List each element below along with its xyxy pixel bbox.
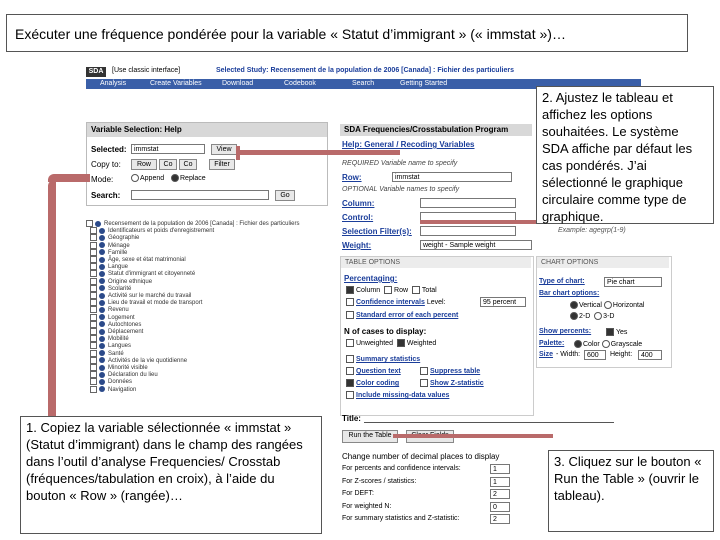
show-percents-option: Yes bbox=[606, 328, 627, 336]
connector-line-2 bbox=[420, 220, 540, 224]
decimal-header: Change number of decimal places to display bbox=[342, 452, 500, 461]
decimal-row-label: For weighted N: bbox=[342, 502, 392, 510]
expand-icon[interactable] bbox=[90, 242, 97, 249]
decimal-row-label: For DEFT: bbox=[342, 490, 374, 497]
tree-item-label: Recensement de la population de 2006 [Canada] : Fichier des particuliers bbox=[104, 221, 300, 228]
variable-tree bbox=[86, 220, 320, 395]
suppress-table-row: Suppress table bbox=[420, 367, 480, 375]
expand-icon[interactable] bbox=[90, 371, 97, 378]
copy-row-button[interactable]: Row bbox=[131, 159, 157, 170]
expand-icon[interactable] bbox=[90, 256, 97, 263]
copy-control-button[interactable]: Co bbox=[179, 159, 197, 170]
show-z-row: Show Z-statistic bbox=[420, 379, 484, 387]
folder-icon bbox=[99, 293, 105, 299]
callout-step-1: 1. Copiez la variable sélectionnée « immstat » (Statut d’immigrant) dans le champ des rangées dans l’outil d’analyse Frequencies/ Crosstab (fréquences/tabulation en croix), à l’aide du bouton « Row » (rangée)… bbox=[20, 416, 322, 534]
palette-label: Palette: bbox=[539, 340, 565, 347]
tree-item-label: Activité sur le marché du travail bbox=[108, 293, 192, 300]
tree-item-label: Santé bbox=[108, 350, 124, 357]
folder-icon bbox=[99, 242, 105, 248]
tree-item-label: Logement bbox=[108, 314, 135, 321]
row-input[interactable]: immstat bbox=[392, 172, 512, 182]
tree-item-label: Ménage bbox=[108, 242, 130, 249]
tree-item-label: Déplacement bbox=[108, 329, 144, 336]
sda-logo: SDA bbox=[86, 67, 106, 77]
connector-line-1-vertical bbox=[48, 180, 56, 416]
tree-folder[interactable] bbox=[90, 386, 136, 395]
expand-icon[interactable] bbox=[90, 357, 97, 364]
folder-icon bbox=[99, 350, 105, 356]
tree-item-label: Identificateurs et poids d'enregistrement bbox=[108, 228, 215, 235]
summary-stats-checkbox[interactable] bbox=[346, 355, 354, 363]
folder-icon bbox=[99, 314, 105, 320]
mode-replace-radio[interactable] bbox=[171, 174, 179, 182]
expand-icon[interactable] bbox=[90, 278, 97, 285]
height-label: Height: bbox=[610, 351, 633, 358]
study-title: Selected Study: Recensement de la population de 2006 [Canada] : Fichier des particuliers bbox=[216, 67, 514, 74]
expand-icon[interactable] bbox=[90, 386, 97, 393]
missing-data-checkbox[interactable] bbox=[346, 391, 354, 399]
folder-icon bbox=[99, 336, 105, 342]
title-input[interactable] bbox=[364, 422, 614, 423]
tree-item-label: Revenu bbox=[108, 307, 129, 314]
percentaging-label: Percentaging: bbox=[344, 274, 398, 283]
selected-variable-input[interactable]: immstat bbox=[131, 144, 205, 154]
expand-icon[interactable] bbox=[90, 314, 97, 321]
folder-icon bbox=[99, 228, 105, 234]
slide-title: Exécuter une fréquence pondérée pour la variable « Statut d’immigrant » (« immstat »)… bbox=[6, 14, 688, 52]
control-label: Control: bbox=[342, 213, 374, 222]
horizontal-radio[interactable] bbox=[604, 301, 612, 309]
variable-selection-panel bbox=[86, 122, 328, 206]
decimal-row-select[interactable]: 0 bbox=[490, 502, 510, 512]
folder-icon bbox=[99, 249, 105, 255]
mode-append-radio[interactable] bbox=[131, 174, 139, 182]
callout-step-2: 2. Ajustez le tableau et affichez les options souhaitées. Le système SDA affiche par défaut les cas pondérés. J’ai sélectionné le graphique circulaire comme type de graphique. bbox=[536, 86, 714, 224]
mode-label: Mode: bbox=[91, 175, 114, 184]
tree-item-label: Statut d'immigrant et citoyenneté bbox=[108, 271, 196, 278]
callout-step-3: 3. Cliquez sur le bouton « Run the Table » (ouvrir le tableau). bbox=[548, 450, 714, 532]
tree-item-label: Famille bbox=[108, 249, 128, 256]
summary-stats-row: Summary statistics bbox=[346, 355, 420, 363]
tree-item-label: Géographie bbox=[108, 235, 140, 242]
unweighted-checkbox[interactable] bbox=[346, 339, 354, 347]
decimal-row-label: For Z-scores / statistics: bbox=[342, 477, 417, 485]
folder-icon bbox=[99, 365, 105, 371]
tree-item-label: Langue bbox=[108, 264, 129, 271]
column-label: Column: bbox=[342, 199, 375, 208]
nav-analysis[interactable]: Analysis bbox=[100, 80, 127, 87]
filter-input[interactable] bbox=[420, 226, 516, 236]
expand-icon[interactable] bbox=[90, 227, 97, 234]
view-button[interactable]: View bbox=[211, 144, 237, 155]
mode-append-option[interactable]: Append bbox=[131, 174, 164, 182]
expand-icon[interactable] bbox=[90, 299, 97, 306]
folder-icon bbox=[99, 357, 105, 363]
width-select[interactable]: 600 bbox=[584, 350, 606, 360]
chart-type-select[interactable]: Pie chart bbox=[604, 277, 662, 287]
expand-icon[interactable] bbox=[90, 285, 97, 292]
ci-row: Confidence intervals Level: bbox=[346, 298, 446, 306]
chart-type-label: Type of chart: bbox=[539, 278, 585, 285]
show-percents-label: Show percents: bbox=[539, 328, 592, 335]
expand-icon[interactable] bbox=[90, 342, 97, 349]
folder-icon bbox=[99, 264, 105, 270]
expand-icon[interactable] bbox=[90, 306, 97, 313]
tree-item-label: Origine ethnique bbox=[108, 278, 153, 285]
ncases-options: Unweighted Weighted bbox=[346, 339, 436, 347]
column-input[interactable] bbox=[420, 198, 516, 208]
filter-example: Example: agegrp(1-9) bbox=[558, 227, 626, 234]
folder-icon bbox=[99, 379, 105, 385]
expand-icon[interactable] bbox=[90, 364, 97, 371]
pct-row-checkbox[interactable] bbox=[384, 286, 392, 294]
tree-item-label: Activités de la vie quotidienne bbox=[108, 357, 188, 364]
ncases-label: N of cases to display: bbox=[344, 327, 427, 336]
expand-icon[interactable] bbox=[90, 328, 97, 335]
mode-replace-option[interactable]: Replace bbox=[171, 174, 206, 182]
form-help-link[interactable]: Help: General / Recoding Variables bbox=[342, 140, 475, 149]
copyto-label: Copy to: bbox=[91, 160, 121, 169]
show-percents-checkbox[interactable] bbox=[606, 328, 614, 336]
connector-tick bbox=[236, 146, 240, 160]
expand-icon[interactable] bbox=[90, 270, 97, 277]
folder-icon bbox=[99, 343, 105, 349]
tree-item-label: Minorité visible bbox=[108, 365, 148, 372]
connector-line-copy-row bbox=[240, 150, 400, 155]
expand-icon[interactable] bbox=[90, 234, 97, 241]
palette-options: Color Grayscale bbox=[574, 340, 642, 348]
folder-icon bbox=[99, 386, 105, 392]
decimal-row-select[interactable]: 1 bbox=[490, 477, 510, 487]
folder-icon bbox=[99, 271, 105, 277]
2d-radio[interactable] bbox=[570, 312, 578, 320]
chart-options-header: CHART OPTIONS bbox=[537, 257, 669, 268]
form-header: SDA Frequencies/Crosstabulation Program bbox=[340, 124, 532, 136]
connector-line-1-horizontal bbox=[48, 174, 90, 182]
tree-item-label: Navigation bbox=[108, 386, 137, 393]
folder-icon bbox=[99, 278, 105, 284]
nav-download[interactable]: Download bbox=[222, 80, 254, 87]
pct-total-checkbox[interactable] bbox=[412, 286, 420, 294]
expand-icon[interactable] bbox=[90, 292, 97, 299]
width-label: - Width: bbox=[556, 351, 581, 358]
folder-icon bbox=[99, 300, 105, 306]
question-text-row: Question text bbox=[346, 367, 401, 375]
tree-item-label: Âge, sexe et état matrimonial bbox=[108, 257, 186, 264]
color-coding-row: Color coding bbox=[346, 379, 399, 387]
dimension-options: 2-D 3-D bbox=[570, 312, 614, 320]
run-table-button[interactable]: Run the Table bbox=[342, 430, 398, 443]
nav-getting-started[interactable]: Getting Started bbox=[400, 80, 448, 87]
weight-label: Weight: bbox=[342, 241, 372, 250]
show-z-checkbox[interactable] bbox=[420, 379, 428, 387]
search-label: Search: bbox=[91, 191, 121, 200]
3d-radio[interactable] bbox=[594, 312, 602, 320]
bar-options-label: Bar chart options: bbox=[539, 290, 600, 297]
copy-filter-button[interactable]: Filter bbox=[209, 159, 235, 170]
weight-select[interactable]: weight - Sample weight bbox=[420, 240, 532, 250]
decimal-row-label: For summary statistics and Z-statistic: bbox=[342, 515, 460, 522]
variable-selection-header: Variable Selection: Help bbox=[87, 123, 327, 137]
selected-label: Selected: bbox=[91, 145, 127, 154]
nav-create-variables[interactable]: Create Variables bbox=[150, 80, 202, 87]
tree-item-label: Autochtones bbox=[108, 321, 142, 328]
vertical-radio[interactable] bbox=[570, 301, 578, 309]
folder-icon bbox=[95, 221, 101, 227]
ci-level-select[interactable]: 95 percent bbox=[480, 297, 526, 307]
grayscale-radio[interactable] bbox=[602, 340, 610, 348]
se-row: Standard error of each percent bbox=[346, 311, 458, 319]
folder-icon bbox=[99, 372, 105, 378]
pct-column-checkbox[interactable] bbox=[346, 286, 354, 294]
expand-icon[interactable] bbox=[90, 321, 97, 328]
folder-icon bbox=[99, 321, 105, 327]
table-options-header: TABLE OPTIONS bbox=[341, 257, 531, 268]
decimal-row-select[interactable]: 2 bbox=[490, 514, 510, 524]
suppress-table-checkbox[interactable] bbox=[420, 367, 428, 375]
folder-icon bbox=[99, 307, 105, 313]
sda-header bbox=[86, 67, 646, 87]
tree-item-label: Mobilité bbox=[108, 336, 129, 343]
expand-icon[interactable] bbox=[90, 378, 97, 385]
tree-item-label: Lieu de travail et mode de transport bbox=[108, 300, 203, 307]
expand-icon[interactable] bbox=[86, 220, 93, 227]
row-label: Row: bbox=[342, 173, 362, 182]
missing-data-row: Include missing-data values bbox=[346, 391, 449, 399]
folder-icon bbox=[99, 235, 105, 241]
question-text-checkbox[interactable] bbox=[346, 367, 354, 375]
title-label: Title: bbox=[342, 414, 361, 423]
connector-line-3 bbox=[393, 434, 553, 438]
required-note: REQUIRED Variable name to specify bbox=[342, 160, 458, 167]
expand-icon[interactable] bbox=[90, 249, 97, 256]
color-coding-checkbox[interactable] bbox=[346, 379, 354, 387]
se-checkbox[interactable] bbox=[346, 311, 354, 319]
optional-note: OPTIONAL Variable names to specify bbox=[342, 186, 460, 193]
height-select[interactable]: 400 bbox=[638, 350, 662, 360]
ci-checkbox[interactable] bbox=[346, 298, 354, 306]
nav-codebook[interactable]: Codebook bbox=[284, 80, 316, 87]
expand-icon[interactable] bbox=[90, 335, 97, 342]
folder-icon bbox=[99, 329, 105, 335]
color-radio[interactable] bbox=[574, 340, 582, 348]
copy-column-button[interactable]: Co bbox=[159, 159, 177, 170]
tree-item-label: Langues bbox=[108, 343, 132, 350]
weighted-checkbox[interactable] bbox=[397, 339, 405, 347]
tree-item-label: Données bbox=[108, 379, 133, 386]
nav-search[interactable]: Search bbox=[352, 80, 375, 87]
search-input[interactable] bbox=[131, 190, 269, 200]
decimal-row-select[interactable]: 1 bbox=[490, 464, 510, 474]
expand-icon[interactable] bbox=[90, 263, 97, 270]
decimal-row-select[interactable]: 2 bbox=[490, 489, 510, 499]
classic-interface-link[interactable]: [Use classic interface] bbox=[112, 67, 181, 74]
orientation-options: Vertical Horizontal bbox=[570, 301, 644, 309]
size-label: Size bbox=[539, 351, 554, 358]
percentaging-options: Column Row Total bbox=[346, 286, 437, 294]
go-button[interactable]: Go bbox=[275, 190, 295, 201]
filter-label: Selection Filter(s): bbox=[342, 227, 412, 236]
decimal-row-label: For percents and confidence intervals: bbox=[342, 465, 461, 472]
tree-item-label: Déclaration du lieu bbox=[108, 372, 158, 379]
tree-item-label: Scolarité bbox=[108, 285, 132, 292]
expand-icon[interactable] bbox=[90, 350, 97, 357]
folder-icon bbox=[99, 285, 105, 291]
folder-icon bbox=[99, 257, 105, 263]
